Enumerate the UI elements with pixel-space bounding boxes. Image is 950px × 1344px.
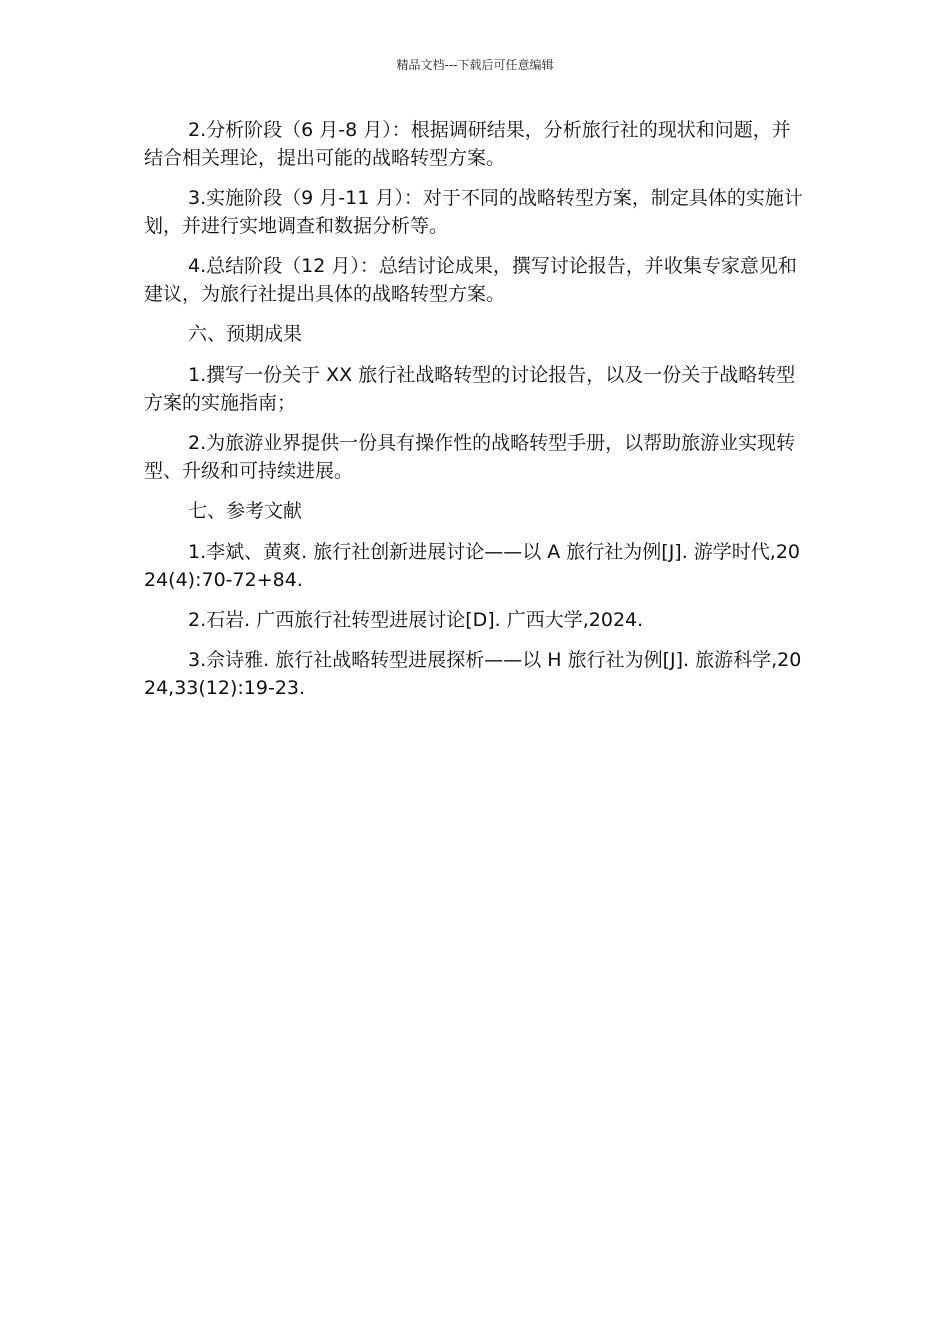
section-heading-expected-results: 六、预期成果 bbox=[188, 323, 303, 345]
reference-item-3: 3.佘诗雅. 旅行社战略转型进展探析——以 H 旅行社为例[J]. 旅游科学,2024,33(12):19-23. bbox=[144, 649, 802, 699]
page-header: 精品文档---下载后可任意编辑 bbox=[396, 58, 554, 72]
stage-2-analysis-paragraph: 2.分析阶段（6 月-8 月）：根据调研结果，分析旅行社的现状和问题，并结合相关理论，提出可能的战略转型方案。 bbox=[144, 119, 791, 169]
document-body bbox=[144, 116, 809, 714]
section-heading-references: 七、参考文献 bbox=[188, 500, 303, 522]
reference-item-2: 2.石岩. 广西旅行社转型进展讨论[D]. 广西大学,2024. bbox=[188, 609, 644, 631]
reference-item-1: 1.李斌、黄爽. 旅行社创新进展讨论——以 A 旅行社为例[J]. 游学时代,2024(4):70-72+84. bbox=[144, 541, 801, 591]
expected-result-item-2: 2.为旅游业界提供一份具有操作性的战略转型手册，以帮助旅游业实现转型、升级和可持续进展。 bbox=[144, 432, 796, 482]
stage-4-summary-paragraph: 4.总结阶段（12 月）：总结讨论成果，撰写讨论报告，并收集专家意见和建议，为旅行社提出具体的战略转型方案。 bbox=[144, 255, 797, 305]
expected-result-item-1: 1.撰写一份关于 XX 旅行社战略转型的讨论报告，以及一份关于战略转型方案的实施指南； bbox=[144, 364, 796, 414]
stage-3-implementation-paragraph: 3.实施阶段（9 月-11 月）：对于不同的战略转型方案，制定具体的实施计划，并进行实地调查和数据分析等。 bbox=[144, 187, 803, 237]
